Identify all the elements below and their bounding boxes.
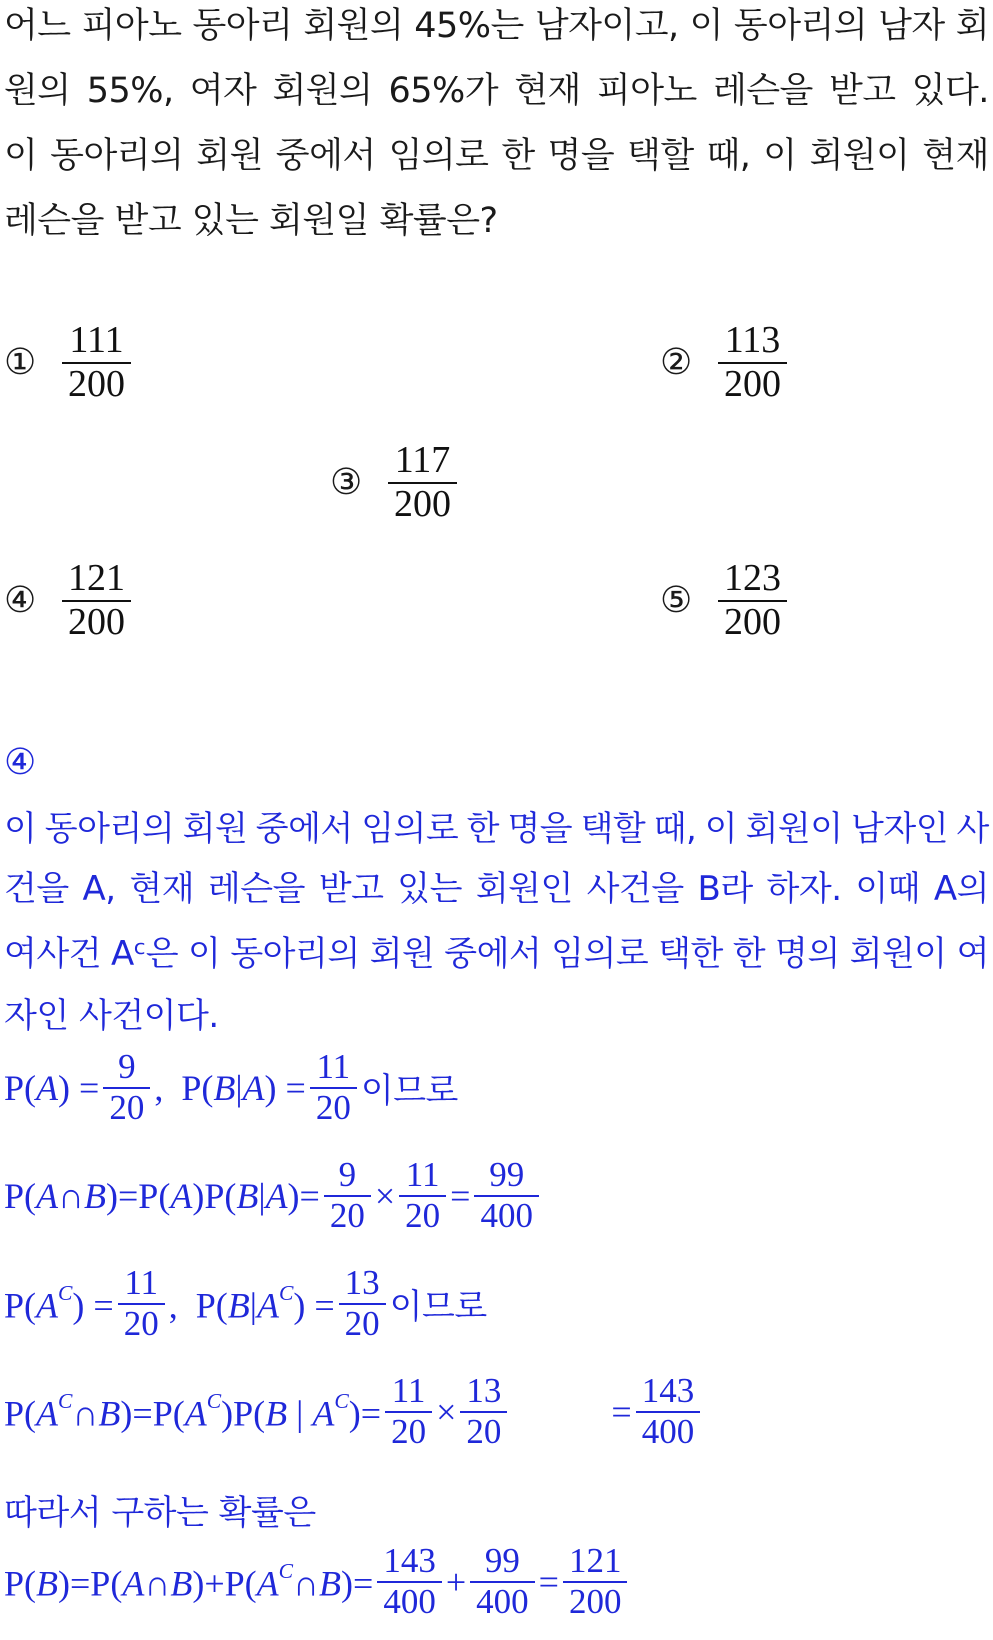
word: 중에서 (275, 136, 376, 176)
word: 이 (188, 934, 221, 974)
math-text: × (436, 1391, 457, 1432)
choice-marker: ③ (330, 462, 363, 504)
problem-line-2 (4, 67, 989, 115)
word: 55%, (86, 71, 174, 111)
fraction: $\frac{13}{20}$ (460, 1372, 507, 1451)
word: 한 (466, 809, 500, 849)
word: 피아노 (596, 71, 697, 111)
word: 이 (689, 6, 723, 46)
equation-p-ac-and-b (4, 1372, 989, 1451)
word: 동아리의 (733, 6, 868, 46)
word: 여자 (189, 71, 257, 111)
word: 레슨을 (207, 869, 305, 909)
numerator: 117 (394, 439, 451, 481)
math-text: + (445, 1561, 467, 1602)
fraction: $\frac{13}{20}$ (339, 1264, 386, 1343)
word: 현재 (129, 869, 195, 909)
numerator: 111 (69, 319, 124, 361)
word: 이 (763, 136, 797, 176)
word: 하자. (766, 869, 842, 909)
fraction: $\frac{99}{400}$ (470, 1542, 535, 1621)
word: A의 (933, 869, 989, 909)
word: 회원인 (475, 869, 573, 909)
word: 사건을 (586, 869, 684, 909)
word: 받고 (318, 869, 384, 909)
word: A, (82, 869, 116, 909)
denominator: 200 (68, 362, 125, 405)
problem-line-4: 레슨을 받고 있는 회원일 확률은? (4, 201, 498, 241)
solution-line-2 (4, 864, 989, 914)
word: 임의로 (361, 809, 459, 849)
word: 받고 (828, 71, 896, 111)
choice-1[interactable] (4, 320, 131, 406)
word: 여사건 (4, 934, 102, 974)
equation-p-a-and-b (4, 1156, 543, 1235)
word: 남자인 (851, 809, 949, 849)
numerator: 123 (724, 557, 781, 599)
word: 어느 (4, 6, 71, 46)
word: 이때 (855, 869, 921, 909)
word: 남자 (878, 6, 945, 46)
word: 이 (4, 136, 38, 176)
word: 회원 (369, 934, 435, 974)
word: 한 (501, 136, 535, 176)
word: 회원 (196, 136, 263, 176)
word: 원의 (4, 71, 71, 111)
math-text: P(A) = (4, 1067, 100, 1108)
fraction: $\frac{143}{400}$ (636, 1372, 701, 1451)
word: 명의 (775, 934, 840, 974)
word: 이 (4, 809, 37, 849)
choice-2[interactable] (660, 320, 787, 406)
solution-line-3 (4, 929, 989, 979)
word: 남자이고, (534, 6, 679, 46)
word: 건을 (4, 869, 69, 909)
denominator: 200 (724, 600, 781, 643)
fraction: $\frac{143}{400}$ (377, 1542, 442, 1621)
choice-3[interactable] (330, 440, 457, 526)
word: 여 (956, 934, 989, 974)
word: 임의로 (388, 136, 489, 176)
equation-p-b (4, 1542, 631, 1621)
fraction: $\frac{11}{20}$ (118, 1264, 165, 1343)
fraction: $\frac{11}{20}$ (399, 1156, 446, 1235)
choice-4[interactable] (4, 558, 131, 644)
word: 피아노 (81, 6, 182, 46)
word: B라 (697, 869, 753, 909)
fraction: $\frac{11}{20}$ (385, 1372, 432, 1451)
choice-marker: ⑤ (660, 580, 693, 622)
word: 있는 (397, 869, 462, 909)
solution-line-1 (4, 804, 989, 854)
fraction: $\frac{121}{200}$ (563, 1542, 628, 1621)
word: 중에서 (255, 809, 353, 849)
word: 택할 (627, 136, 694, 176)
word: 동아리 (192, 6, 293, 46)
choice-fraction (388, 440, 457, 526)
math-text: $P(A^C\cap B)=P(A^C)P(B$ | $A^C)=$ (4, 1388, 382, 1434)
numerator: 121 (68, 557, 125, 599)
choice-fraction (62, 320, 131, 406)
choice-marker: ② (660, 342, 693, 384)
math-text: × (374, 1175, 396, 1216)
word: 택한 (658, 934, 723, 974)
solution-line-4: 자인 사건이다. (4, 996, 219, 1036)
problem-line-3 (4, 132, 989, 180)
word: 임의로 (551, 934, 649, 974)
choice-marker: ④ (4, 580, 37, 622)
word: 명을 (507, 809, 573, 849)
math-text: = (450, 1175, 471, 1216)
suffix-text: 이므로 (360, 1071, 458, 1111)
suffix-text: 이므로 (389, 1287, 487, 1327)
choice-marker: ① (4, 342, 37, 384)
math-text: , $P(B|A^C)$ = (168, 1280, 335, 1326)
math-text: = (538, 1561, 559, 1602)
answer-marker: ④ (4, 742, 36, 783)
denominator: 200 (724, 362, 781, 405)
solution-line-5: 따라서 구하는 확률은 (4, 1493, 316, 1533)
fraction: $\frac{9}{20}$ (103, 1048, 150, 1127)
equation-p-ac (4, 1264, 487, 1343)
math-text: $P(B)=P(A\cap B)+P(A^C\cap B)=$ (4, 1558, 374, 1604)
fraction: $\frac{99}{400}$ (474, 1156, 539, 1235)
math-text: P(A∩B)=P(A)P(B|A)= (4, 1175, 320, 1216)
word: 동아리의 (44, 809, 175, 849)
fraction: $\frac{11}{20}$ (310, 1048, 357, 1127)
word: 회원이 (745, 809, 843, 849)
numerator: 113 (724, 319, 781, 361)
word: 때, (653, 809, 697, 849)
word: 사 (956, 809, 989, 849)
math-text: = (611, 1391, 632, 1432)
word: 택할 (580, 809, 646, 849)
choice-fraction (718, 320, 787, 406)
word: 회원이 (809, 136, 910, 176)
word: 명을 (547, 136, 615, 176)
word: 회원의 (303, 6, 404, 46)
problem-line-1 (4, 2, 989, 50)
word: 동아리의 (230, 934, 360, 974)
denominator: 200 (68, 600, 125, 643)
equation-p-a (4, 1048, 458, 1127)
word: 한 (732, 934, 766, 974)
word: 현재 (514, 71, 581, 111)
word: Aᶜ은 (110, 934, 179, 974)
math-text: , P(B|A) = (154, 1067, 306, 1108)
word: 이 (704, 809, 738, 849)
choice-5[interactable] (660, 558, 787, 644)
choice-fraction (718, 558, 787, 644)
word: 현재 (922, 136, 989, 176)
word: 회원의 (272, 71, 373, 111)
word: 회원 (182, 809, 248, 849)
word: 중에서 (444, 934, 542, 974)
word: 회 (955, 6, 989, 46)
word: 레슨을 (712, 71, 813, 111)
math-text: $P(A^C)$ = (4, 1280, 114, 1326)
word: 있다. (911, 71, 989, 111)
word: 동아리의 (50, 136, 184, 176)
word: 65%가 (388, 71, 499, 111)
choice-fraction (62, 558, 131, 644)
word: 45%는 (414, 6, 524, 46)
fraction: $\frac{9}{20}$ (324, 1156, 371, 1235)
denominator: 200 (394, 482, 451, 525)
word: 때, (706, 136, 751, 176)
word: 회원이 (849, 934, 947, 974)
